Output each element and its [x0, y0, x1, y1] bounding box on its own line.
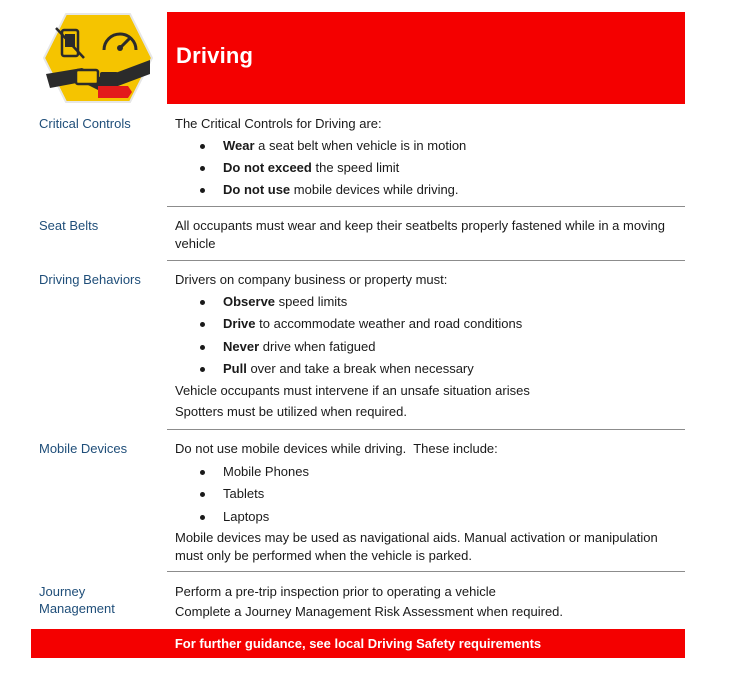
section-label-critical-controls: Critical Controls — [39, 116, 131, 131]
list-item-text: to accommodate weather and road conditions — [255, 316, 523, 331]
mobile-devices-note: Mobile devices may be used as navigational aids. Manual activation or manipulation must only be performed when the vehicle is parked. — [175, 530, 658, 563]
list-item-bold: Do not use — [223, 182, 291, 197]
title-bar — [167, 12, 685, 104]
section-label-driving-behaviors: Driving Behaviors — [39, 272, 141, 287]
list-item-text: drive when fatigued — [259, 339, 376, 354]
list-item-text: mobile devices while driving. — [290, 182, 459, 197]
list-item-text: the speed limit — [311, 160, 400, 175]
journey-label-line: Management — [39, 601, 115, 616]
section-seat-belts — [175, 217, 685, 253]
bullet-icon — [200, 492, 205, 497]
list-item-bold: Observe — [223, 294, 276, 309]
driving-behaviors-note: Vehicle occupants must intervene if an unsafe situation arises — [175, 383, 530, 398]
bullet-icon — [200, 188, 205, 193]
bullet-icon — [200, 322, 205, 327]
list-item-bold: Never — [223, 339, 260, 354]
section-label-journey-management — [39, 583, 115, 617]
footer-bar — [31, 629, 685, 658]
footer-guidance-text: For further guidance, see local Driving Safety requirements — [174, 636, 542, 651]
list-item-text: over and take a break when necessary — [246, 361, 474, 376]
bullet-icon — [200, 300, 205, 305]
list-item-text: speed limits — [275, 294, 348, 309]
list-item-bold: Drive — [223, 316, 256, 331]
section-divider — [167, 206, 685, 207]
section-mobile-devices — [175, 440, 685, 564]
bullet-icon — [200, 345, 205, 350]
bullet-icon — [200, 515, 205, 520]
section-journey-management — [175, 583, 685, 623]
journey-label-line: Journey — [39, 584, 86, 599]
section-driving-behaviors — [175, 271, 685, 423]
section-label-seat-belts: Seat Belts — [39, 218, 99, 233]
bullet-icon — [200, 166, 205, 171]
driving-logo — [42, 12, 154, 104]
list-item-text: a seat belt when vehicle is in motion — [254, 138, 467, 153]
driving-behaviors-note: Spotters must be utilized when required. — [175, 404, 407, 419]
list-item-bold: Pull — [223, 361, 247, 376]
bullet-icon — [200, 367, 205, 372]
page-title: Driving — [176, 43, 254, 68]
section-critical-controls — [175, 115, 685, 200]
critical-controls-intro: The Critical Controls for Driving are: — [175, 116, 382, 131]
mobile-devices-intro: Do not use mobile devices while driving. These include: — [175, 441, 498, 456]
list-item-text: Laptops — [223, 509, 270, 524]
list-item-text: Mobile Phones — [223, 464, 309, 479]
list-item-text: Tablets — [223, 486, 265, 501]
journey-management-line: Perform a pre-trip inspection prior to operating a vehicle — [175, 584, 496, 599]
section-divider — [167, 571, 685, 572]
section-divider — [167, 260, 685, 261]
seatbelt-icon — [76, 70, 118, 84]
section-divider — [167, 429, 685, 430]
bullet-icon — [200, 144, 205, 149]
bullet-icon — [200, 470, 205, 475]
list-item-bold: Wear — [223, 138, 255, 153]
seat-belts-text: All occupants must wear and keep their seatbelts properly fastened while in a moving vehicle — [175, 218, 665, 251]
driving-behaviors-intro: Drivers on company business or property must: — [175, 272, 448, 287]
list-item-bold: Do not exceed — [223, 160, 312, 175]
driving-hexagon-icon — [42, 12, 154, 104]
journey-management-line: Complete a Journey Management Risk Assessment when required. — [175, 604, 564, 619]
section-label-mobile-devices: Mobile Devices — [39, 441, 128, 456]
